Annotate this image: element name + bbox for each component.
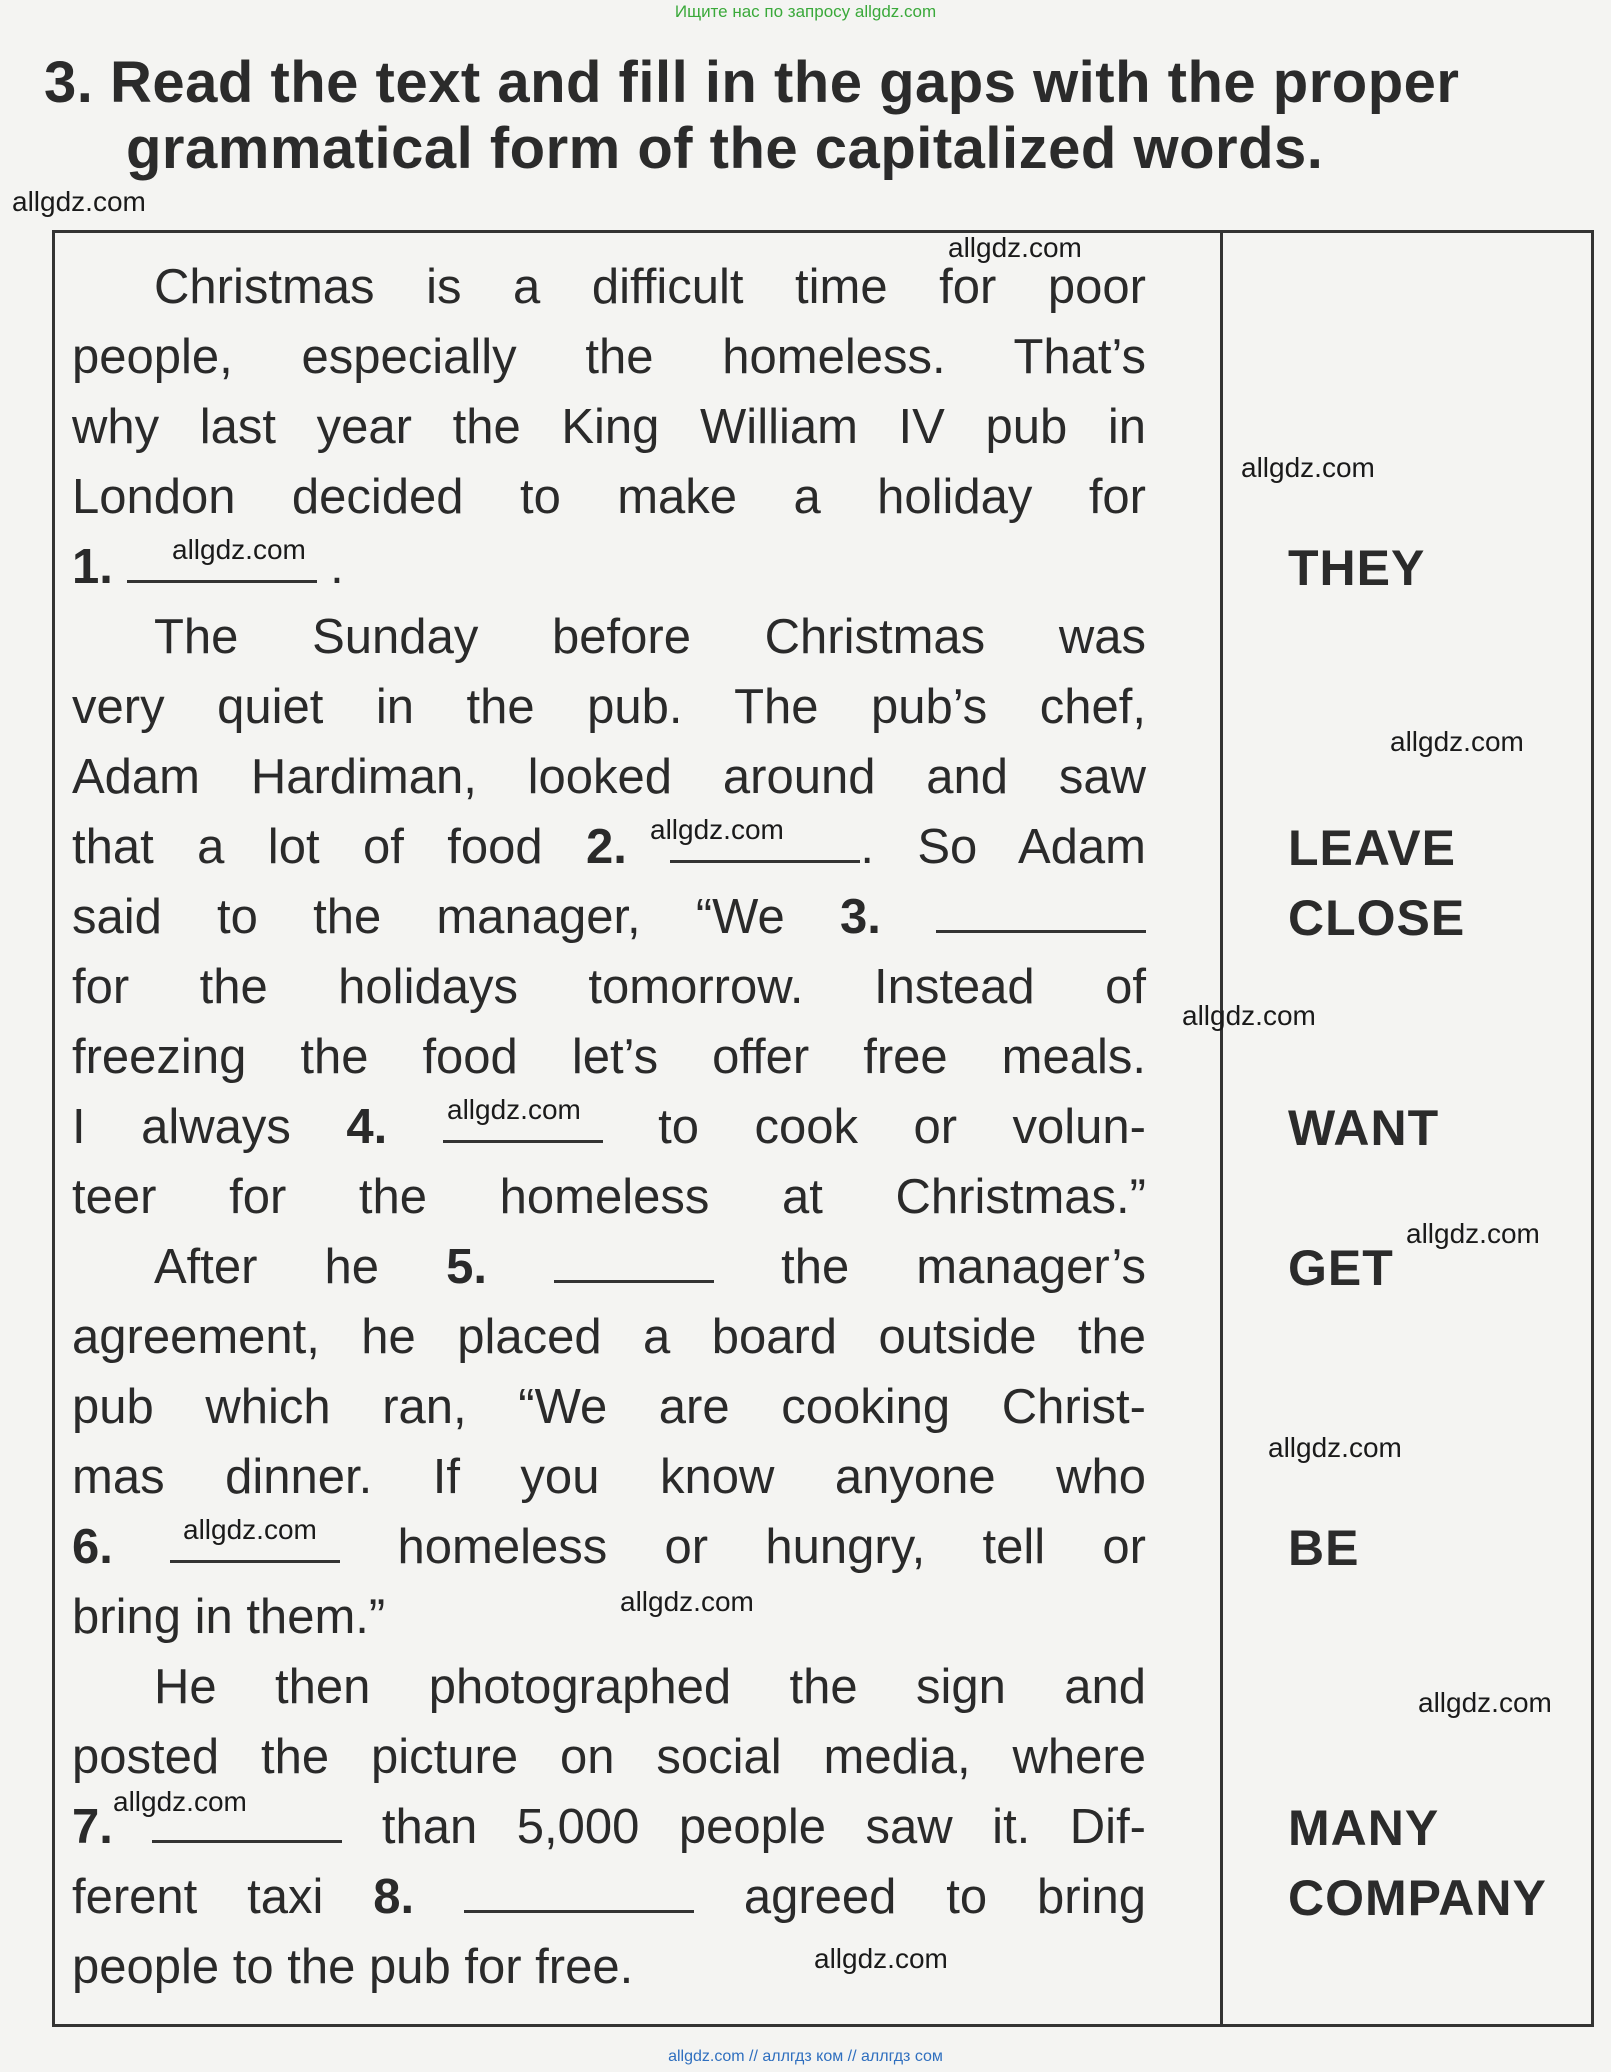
heading-line-1: Read the text and fill in the gaps with the proper (110, 50, 1460, 115)
watermark: allgdz.com (1268, 1432, 1402, 1463)
text-line: I always 4. to cook or volun- (72, 1100, 1146, 1154)
text-line: After he 5. the manager’s (154, 1240, 1146, 1294)
gap-number: 1. (72, 540, 113, 594)
text-line: mas dinner. If you know anyone who (72, 1450, 1146, 1504)
exercise-heading (44, 50, 1604, 182)
text-line: 6. homeless or hungry, tell or (72, 1520, 1146, 1574)
text-line: posted the picture on social media, where (72, 1730, 1146, 1784)
text-line: teer for the homeless at Christmas.” (72, 1170, 1146, 1224)
keyword-get: GET (1288, 1240, 1394, 1296)
text-line: freezing the food let’s offer free meals. (72, 1030, 1146, 1084)
text-line: why last year the King William IV pub in (72, 400, 1146, 454)
watermark: allgdz.com (620, 1586, 754, 1617)
watermark: allgdz.com (1406, 1218, 1540, 1249)
watermark: allgdz.com (113, 1786, 247, 1817)
watermark: allgdz.com (1241, 452, 1375, 483)
text-line: He then photographed the sign and (154, 1660, 1146, 1714)
gap-blank-8[interactable] (464, 1870, 694, 1913)
watermark: allgdz.com (948, 232, 1082, 263)
site-banner: Ищите нас по запросу allgdz.com (674, 2, 937, 21)
watermark: allgdz.com (12, 186, 146, 217)
gap-number: 5. (446, 1240, 487, 1294)
gap-number: 8. (373, 1870, 415, 1924)
text-line: 1. . (72, 540, 344, 594)
text-line: that a lot of food 2. . So Adam (72, 820, 1146, 874)
watermark: allgdz.com (172, 534, 306, 565)
text-line: London decided to make a holiday for (72, 470, 1146, 524)
watermark: allgdz.com (1390, 726, 1524, 757)
exercise-number: 3. (44, 50, 94, 115)
watermark: allgdz.com (1418, 1687, 1552, 1718)
keyword-be: BE (1288, 1520, 1360, 1576)
text-line: agreement, he placed a board outside the (72, 1310, 1146, 1364)
gap-blank-3[interactable] (936, 890, 1146, 933)
gap-number: 3. (839, 890, 881, 944)
text-line: said to the manager, “We 3. (72, 882, 1146, 952)
text-line: very quiet in the pub. The pub’s chef, (72, 680, 1146, 734)
watermark: allgdz.com (183, 1514, 317, 1545)
watermark: allgdz.com (1182, 1000, 1316, 1031)
text-line: bring in them.” (72, 1590, 386, 1644)
footer-banner: allgdz.com // аллгдз ком // аллгдз сом (668, 2048, 943, 2065)
text-line: people, especially the homeless. That’s (72, 330, 1146, 384)
keyword-close: CLOSE (1288, 890, 1466, 946)
text-line: The Sunday before Christmas was (154, 610, 1146, 664)
keyword-leave: LEAVE (1288, 820, 1456, 876)
column-divider (1220, 230, 1223, 2027)
text-line: for the holidays tomorrow. Instead of (72, 960, 1146, 1014)
watermark: allgdz.com (650, 814, 784, 845)
text-line: ferent taxi 8. agreed to bring (72, 1870, 1146, 1924)
gap-number: 7. (72, 1800, 113, 1854)
keyword-company: COMPANY (1288, 1870, 1547, 1926)
watermark: allgdz.com (814, 1943, 948, 1974)
keyword-they: THEY (1288, 540, 1426, 596)
gap-number: 6. (72, 1520, 113, 1574)
text-line: Adam Hardiman, looked around and saw (72, 750, 1146, 804)
text-line: pub which ran, “We are cooking Christ- (72, 1380, 1146, 1434)
gap-number: 2. (586, 820, 627, 874)
gap-blank-5[interactable] (554, 1240, 714, 1283)
keyword-many: MANY (1288, 1800, 1440, 1856)
keyword-want: WANT (1288, 1100, 1440, 1156)
gap-number: 4. (346, 1100, 388, 1154)
text-line: people to the pub for free. (72, 1940, 634, 1994)
text-line: 7. than 5,000 people saw it. Dif- (72, 1800, 1147, 1854)
text-line: Christmas is a difficult time for poor (154, 260, 1146, 314)
watermark: allgdz.com (447, 1094, 581, 1125)
heading-line-2: grammatical form of the capitalized words. (126, 116, 1324, 181)
